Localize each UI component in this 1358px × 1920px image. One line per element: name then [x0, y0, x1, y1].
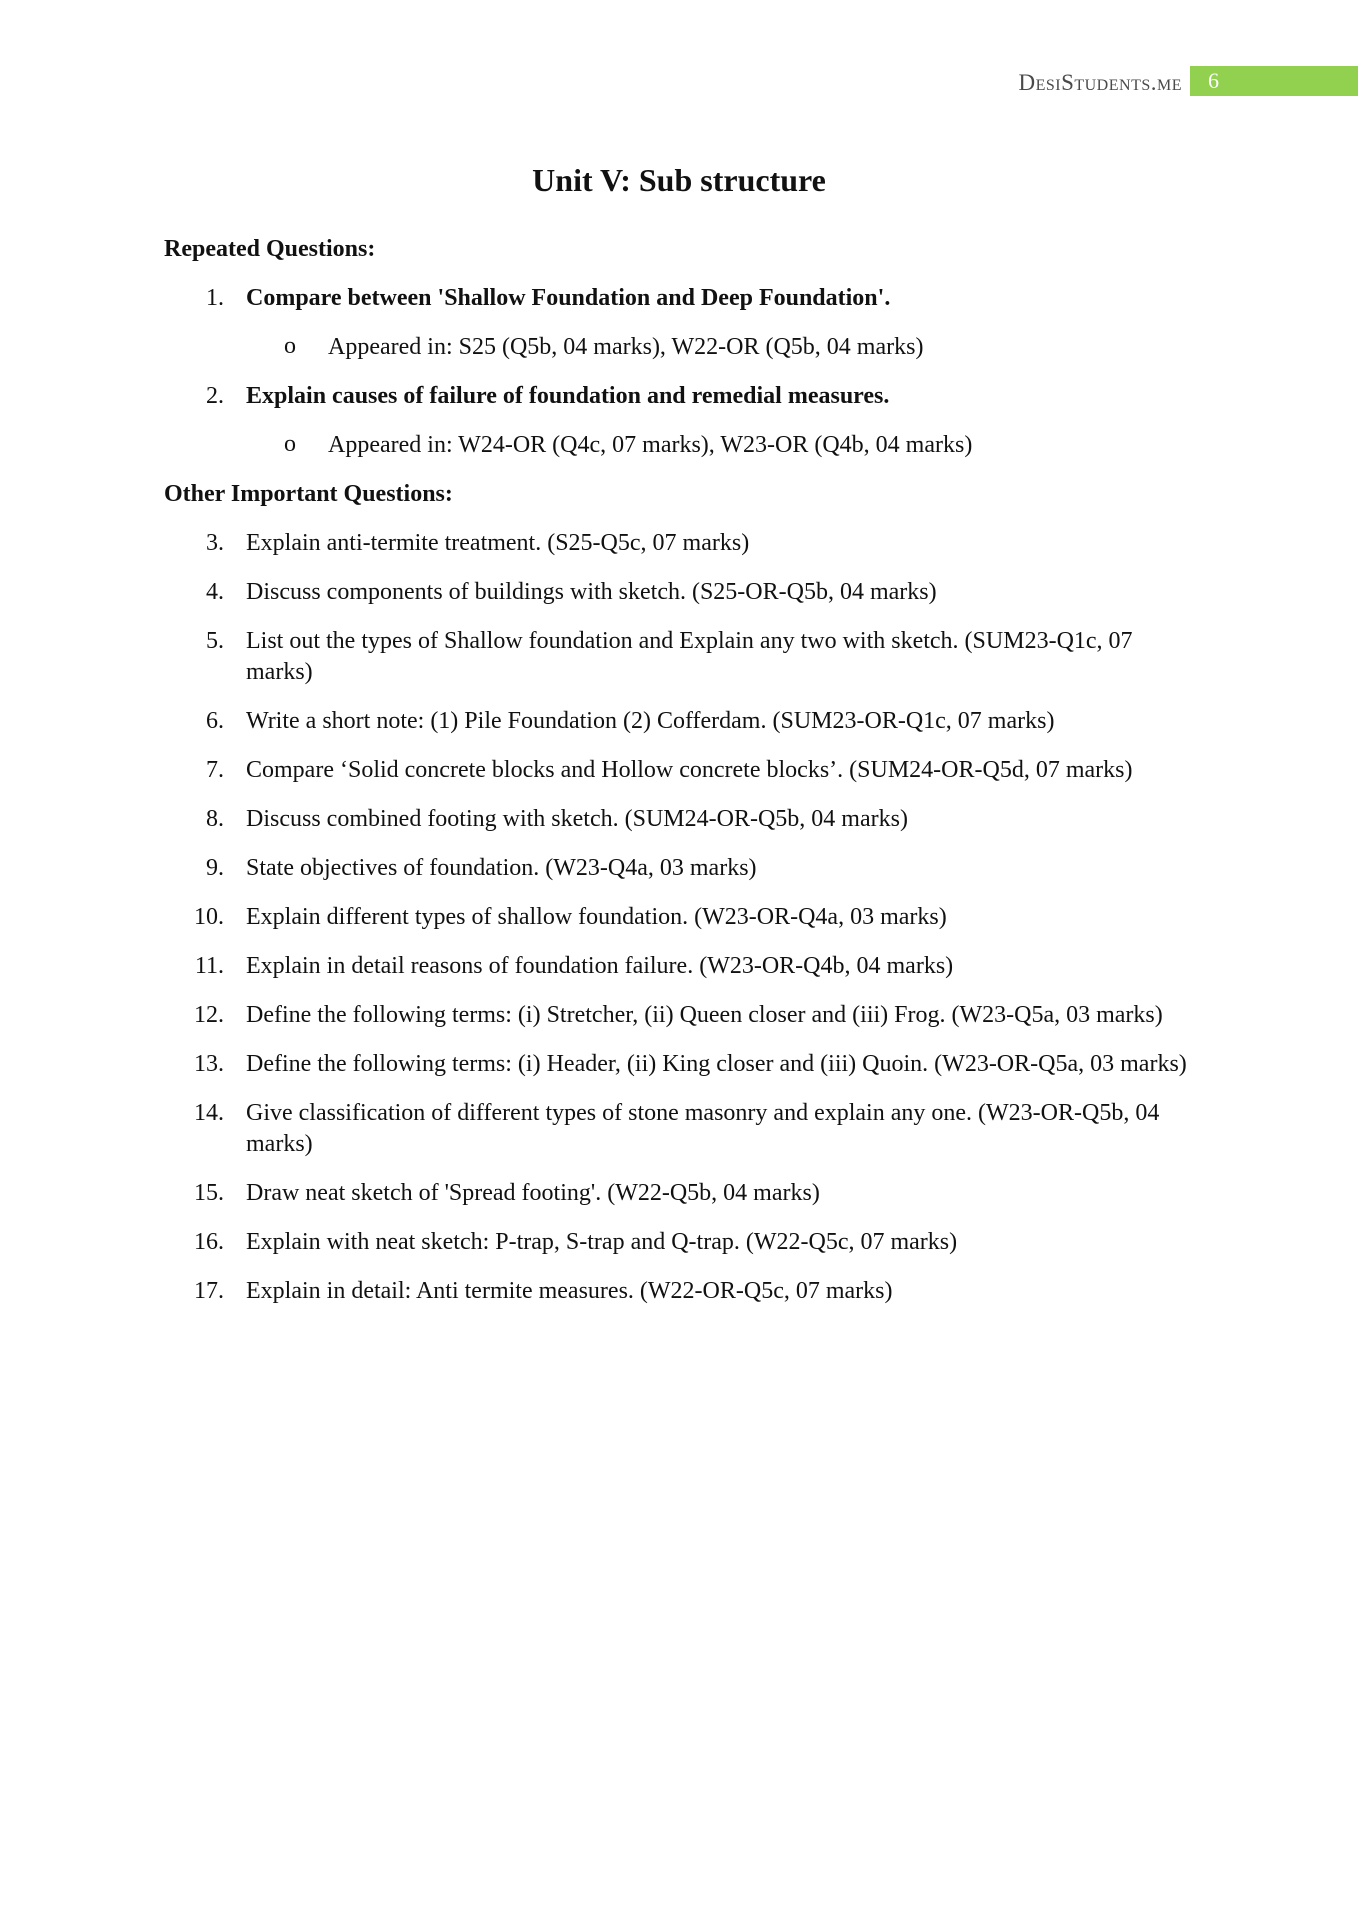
question-text: List out the types of Shallow foundation and Explain any two with sketch. (SUM23-Q1c, 07 marks) — [246, 628, 1133, 685]
question-number: 16. — [194, 1229, 224, 1255]
question-number: 4. — [206, 579, 224, 605]
site-name: DesiStudents.me — [1018, 70, 1182, 95]
question-text: Define the following terms: (i) Stretcher, (ii) Queen closer and (iii) Frog. (W23-Q5a, 03 marks) — [246, 1002, 1163, 1028]
question-text: Draw neat sketch of 'Spread footing'. (W22-Q5b, 04 marks) — [246, 1180, 820, 1206]
page-number: 6 — [1208, 68, 1219, 93]
appeared-in-text: Appeared in: W24-OR (Q4c, 07 marks), W23-OR (Q4b, 04 marks) — [328, 432, 973, 458]
question-number: 7. — [206, 757, 224, 783]
question-item — [164, 626, 1194, 688]
page-number-badge — [1190, 66, 1358, 96]
question-text: Compare ‘Solid concrete blocks and Hollow concrete blocks’. (SUM24-OR-Q5d, 07 marks) — [246, 757, 1133, 783]
page-header — [0, 66, 1358, 96]
question-item — [164, 804, 1194, 835]
question-item — [164, 902, 1194, 933]
question-item — [164, 283, 1194, 314]
question-number: 5. — [206, 628, 224, 654]
question-text: Explain anti-termite treatment. (S25-Q5c, 07 marks) — [246, 530, 750, 556]
question-item — [164, 381, 1194, 412]
repeated-questions-heading: Repeated Questions: — [164, 236, 376, 262]
question-text: Explain different types of shallow foundation. (W23-OR-Q4a, 03 marks) — [246, 904, 947, 930]
question-number: 15. — [194, 1180, 224, 1206]
question-text: Discuss combined footing with sketch. (SUM24-OR-Q5b, 04 marks) — [246, 806, 908, 832]
question-text: Write a short note: (1) Pile Foundation (2) Cofferdam. (SUM23-OR-Q1c, 07 marks) — [246, 708, 1055, 734]
page-title: Unit V: Sub structure — [532, 162, 826, 198]
question-item — [164, 528, 1194, 559]
question-number: 9. — [206, 855, 224, 881]
question-item — [164, 1227, 1194, 1258]
question-item — [164, 706, 1194, 737]
document-body — [164, 234, 1194, 1325]
question-item — [164, 755, 1194, 786]
question-item — [164, 577, 1194, 608]
question-number: 3. — [206, 530, 224, 556]
question-text: Discuss components of buildings with sketch. (S25-OR-Q5b, 04 marks) — [246, 579, 937, 605]
bullet-icon: o — [284, 333, 296, 359]
question-item — [164, 951, 1194, 982]
appeared-in-text: Appeared in: S25 (Q5b, 04 marks), W22-OR (Q5b, 04 marks) — [328, 334, 924, 360]
question-number: 11. — [194, 953, 224, 979]
other-questions-heading: Other Important Questions: — [164, 481, 453, 507]
question-text: Explain with neat sketch: P-trap, S-trap and Q-trap. (W22-Q5c, 07 marks) — [246, 1229, 958, 1255]
appeared-in-item — [164, 430, 1194, 461]
question-item — [164, 1276, 1194, 1307]
question-number: 10. — [194, 904, 224, 930]
question-item — [164, 1178, 1194, 1209]
question-item — [164, 1049, 1194, 1080]
appeared-in-item — [164, 332, 1194, 363]
question-number: 6. — [206, 708, 224, 734]
question-text: Compare between 'Shallow Foundation and Deep Foundation'. — [246, 285, 891, 311]
question-text: Explain in detail reasons of foundation failure. (W23-OR-Q4b, 04 marks) — [246, 953, 954, 979]
question-number: 1. — [206, 285, 224, 311]
question-text: Explain in detail: Anti termite measures. (W22-OR-Q5c, 07 marks) — [246, 1278, 893, 1304]
question-number: 12. — [194, 1002, 224, 1028]
bullet-icon: o — [284, 431, 296, 457]
question-text: Give classification of different types of stone masonry and explain any one. (W23-OR-Q5b, 04 marks) — [246, 1100, 1160, 1157]
question-text: Define the following terms: (i) Header, (ii) King closer and (iii) Quoin. (W23-OR-Q5a, 03 marks) — [246, 1051, 1187, 1077]
question-number: 8. — [206, 806, 224, 832]
question-text: State objectives of foundation. (W23-Q4a, 03 marks) — [246, 855, 757, 881]
question-item — [164, 1098, 1194, 1160]
question-number: 13. — [194, 1051, 224, 1077]
question-item — [164, 853, 1194, 884]
question-number: 2. — [206, 383, 224, 409]
question-item — [164, 1000, 1194, 1031]
question-text: Explain causes of failure of foundation and remedial measures. — [246, 383, 890, 409]
question-number: 17. — [194, 1278, 224, 1304]
question-number: 14. — [194, 1100, 224, 1126]
